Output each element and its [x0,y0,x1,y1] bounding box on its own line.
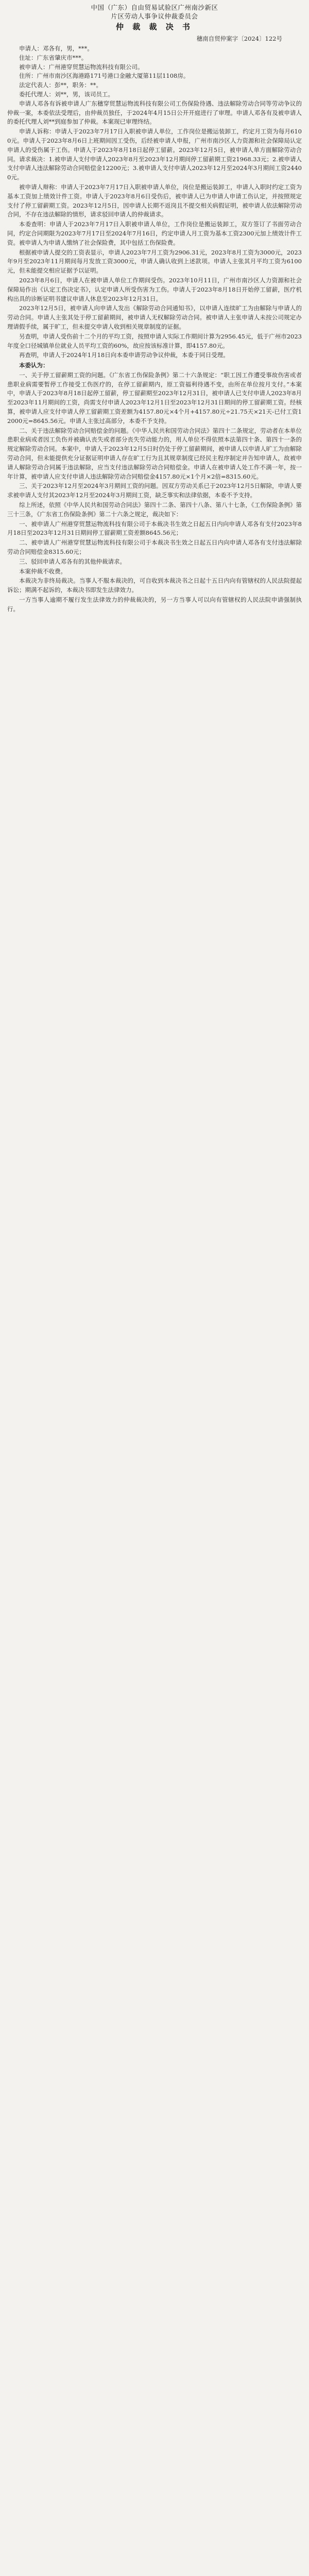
fee-note: 本案仲裁不收费。 [19,567,66,575]
findings-paragraph: 本委查明：申请人于2023年7月17日入职被申请人单位，工作岗位是搬运装卸工，双方签订了书面劳动合同，约定合同期限为2023年7月17日至2024年7月16日，约定申请人月工资为基本工资2300元加上绩效计件工资。被申请人为申请人缴纳了社会保险费，其中包括工伤保险费。 [7,221,302,246]
fact-paragraph-3: 2023年12月5日，被申请人向申请人发出《解除劳动合同通知书》，以申请人连续旷工为由解除与申请人的劳动合同。申请人主张其处于停工留薪期间，被申请人无权解除劳动合同。被申请人主张申请人未按公司规定办理请假手续，属于旷工，但未提交申请人收到相关规章制度的证据。 [7,304,302,330]
opinion-paragraph-3: 三、关于2023年12月至2024年3月期间工资的问题。因双方劳动关系已于2023年12月5日解除，申请人要求被申请人支付其2023年12月至2024年3月期间工资，缺乏事实和法律依据，本委不予支持。 [7,482,302,499]
respondent: 被申请人：广州港穿贸慧运物流科技有限公司。 [19,63,144,71]
intro-paragraph: 申请人邓各有诉被申请人广东穗穿贸慧运物流科技有限公司工伤保险待遇、违法解除劳动合同等劳动争议的仲裁一案，本委依法受理后，由仲裁员独任，于2024年4月15日公开开庭进行了审理。申请人邓各有及被申请人的委托代理人刘**到庭参加了仲裁。本案现已审理终结。 [7,99,302,126]
commission-name-line-2: 片区劳动人事争议仲裁委员会 [111,12,198,20]
fact-paragraph-2: 2023年8月6日，申请人在被申请人单位工作期间受伤。2023年10月11日，广州市南沙区人力资源和社会保障局作出《认定工伤决定书》，认定申请人所受伤害为工伤。申请人于2023年8月18日开始停工留薪，医疗机构出具的诊断证明书建议申请人休息至2023年12月31日。 [7,276,302,302]
case-number: 穗南自贸仲案字〔2024〕122号 [196,35,282,42]
respondent-address: 住所：广州市南沙区海港路171号港口金融大厦第11层1108房。 [19,72,190,80]
applicant-claim: 申请人诉称：申请人于2023年7月17日入职被申请人单位，工作岗位是搬运装卸工，约定月工资为每月6100元。申请人于2023年8月6日上班期间因工受伤，后经被申请人申报，广州市南沙区人力资源和社会保障局认定申请人的受伤属于工伤。申请人于2023年8月18日起停工留薪。2023年12月5日，被申请人单方面解除劳动合同。请求裁决：1.被申请人支付申请人2023年8月至2023年12月期间停工留薪期工资21968.33元；2.被申请人支付申请人违法解除劳动合同赔偿金12200元；3.被申请人支付申请人2023年12月至2024年3月期间工资24400元。 [7,128,302,181]
opinion-heading: 本委认为： [19,362,49,369]
fact-paragraph-1: 根据被申请人提交的工资表显示，申请人2023年7月工资为2906.31元，2023年8月工资为3000元，2023年9月至2023年11月期间每月发放工资3000元，申请人确认收到上述款项。申请人主张其月平均工资为6100元，但未能提交相应证据予以证明。 [7,248,302,275]
ruling-item-3: 三、驳回申请人邓各有的其他仲裁请求。 [19,557,126,565]
applicant: 申请人：邓各有，男，***。 [19,45,93,52]
fact-paragraph-5: 再查明，申请人于2024年1月18日向本委申请劳动争议仲裁，本委于同日受理。 [19,351,229,359]
applicant-address: 住址：广东省肇庆市***。 [19,54,88,61]
parties-block [7,44,302,99]
fact-paragraph-4: 另查明，申请人受伤前十二个月的平均工资，按照申请人实际工作期间计算为2956.45元，低于广州市2023年度全口径城镇单位就业人员平均工资的60%，故应按该标准计算，即4157.80元。 [7,332,302,349]
opinion-paragraph-2: 二、关于违法解除劳动合同赔偿金的问题。《中华人民共和国劳动合同法》第四十二条规定，劳动者在本单位患职业病或者因工负伤并被确认丧失或者部分丧失劳动能力的，用人单位不得依照本法第四十条、第四十一条的规定解除劳动合同。本案中，申请人于2023年12月5日时仍处于停工留薪期间，被申请人以申请人旷工为由解除劳动合同，但未能提供充分证据证明申请人存在旷工行为且其规章制度已经民主程序制定并告知申请人，故被申请人解除劳动合同属于违法解除，应当支付违法解除劳动合同赔偿金。申请人在被申请人处工作不满一年，按一年计算，被申请人应支付申请人违法解除劳动合同赔偿金4157.80元×1个月×2倍=8315.60元。 [7,427,302,480]
appeal-notice-1: 本裁决为非终局裁决。当事人不服本裁决的，可自收到本裁决书之日起十五日内向有管辖权的人民法院提起诉讼；期满不起诉的，本裁决书即发生法律效力。 [7,577,302,594]
legal-representative: 法定代表人：彭**，职务：**。 [19,81,102,89]
commission-name-line-1: 中国（广东）自由贸易试验区广州南沙新区 [91,4,218,11]
respondent-defense: 被申请人辩称：申请人于2023年7月17日入职被申请人单位，岗位是搬运装卸工，申请人入职时约定工资为基本工资加上绩效计件工资。申请人于2023年8月6日受伤后，被申请人已为申请人申请工伤认定，并按照规定支付了停工留薪期工资。2023年12月5日，因申请人长期不返岗且不提交相关病假证明，被申请人依法解除劳动合同，不存在违法解除的情形，请求驳回申请人的仲裁请求。 [7,183,302,218]
ruling-item-2: 二、被申请人广州港穿贸慧运物流科技有限公司于本裁决书生效之日起五日内向申请人邓各有支付违法解除劳动合同赔偿金8315.60元； [7,539,302,556]
opinion-paragraph-1: 一、关于停工留薪期工资的问题。《广东省工伤保险条例》第二十六条规定：“职工因工作遭受事故伤害或者患职业病需要暂停工作接受工伤医疗的，在停工留薪期内，原工资福利待遇不变，由所在单位按月支付。”本案中，申请人于2023年8月18日起停工留薪，停工留薪期至2023年12月31日，被申请人已支付申请人2023年8月至2023年11月期间的工资，尚需支付申请人2023年12月1日至2023年12月31日期间的停工留薪期工资。经核算，被申请人应支付申请人停工留薪期工资差额为4157.80元×4个月+4157.80元÷21.75天×21天-已付工资12000元=8645.56元。申请人主张过高部分，本委不予支持。 [7,371,302,425]
legal-basis-paragraph: 综上所述，依照《中华人民共和国劳动合同法》第四十二条、第四十八条、第八十七条，《工伤保险条例》第三十三条，《广东省工伤保险条例》第二十六条之规定，裁决如下： [7,501,302,518]
document-title: 仲 裁 裁 决 书 [116,22,193,31]
appeal-notice-2: 一方当事人逾期不履行发生法律效力的仲裁裁决的，另一方当事人可以向有管辖权的人民法院申请强制执行。 [7,596,302,613]
agent: 委托代理人：刘**，男，该司员工。 [19,90,114,98]
ruling-item-1: 一、被申请人广州港穿贸慧运物流科技有限公司于本裁决书生效之日起五日内向申请人邓各有支付2023年8月18日至2023年12月31日期间停工留薪期工资差额8645.56元； [7,520,302,537]
